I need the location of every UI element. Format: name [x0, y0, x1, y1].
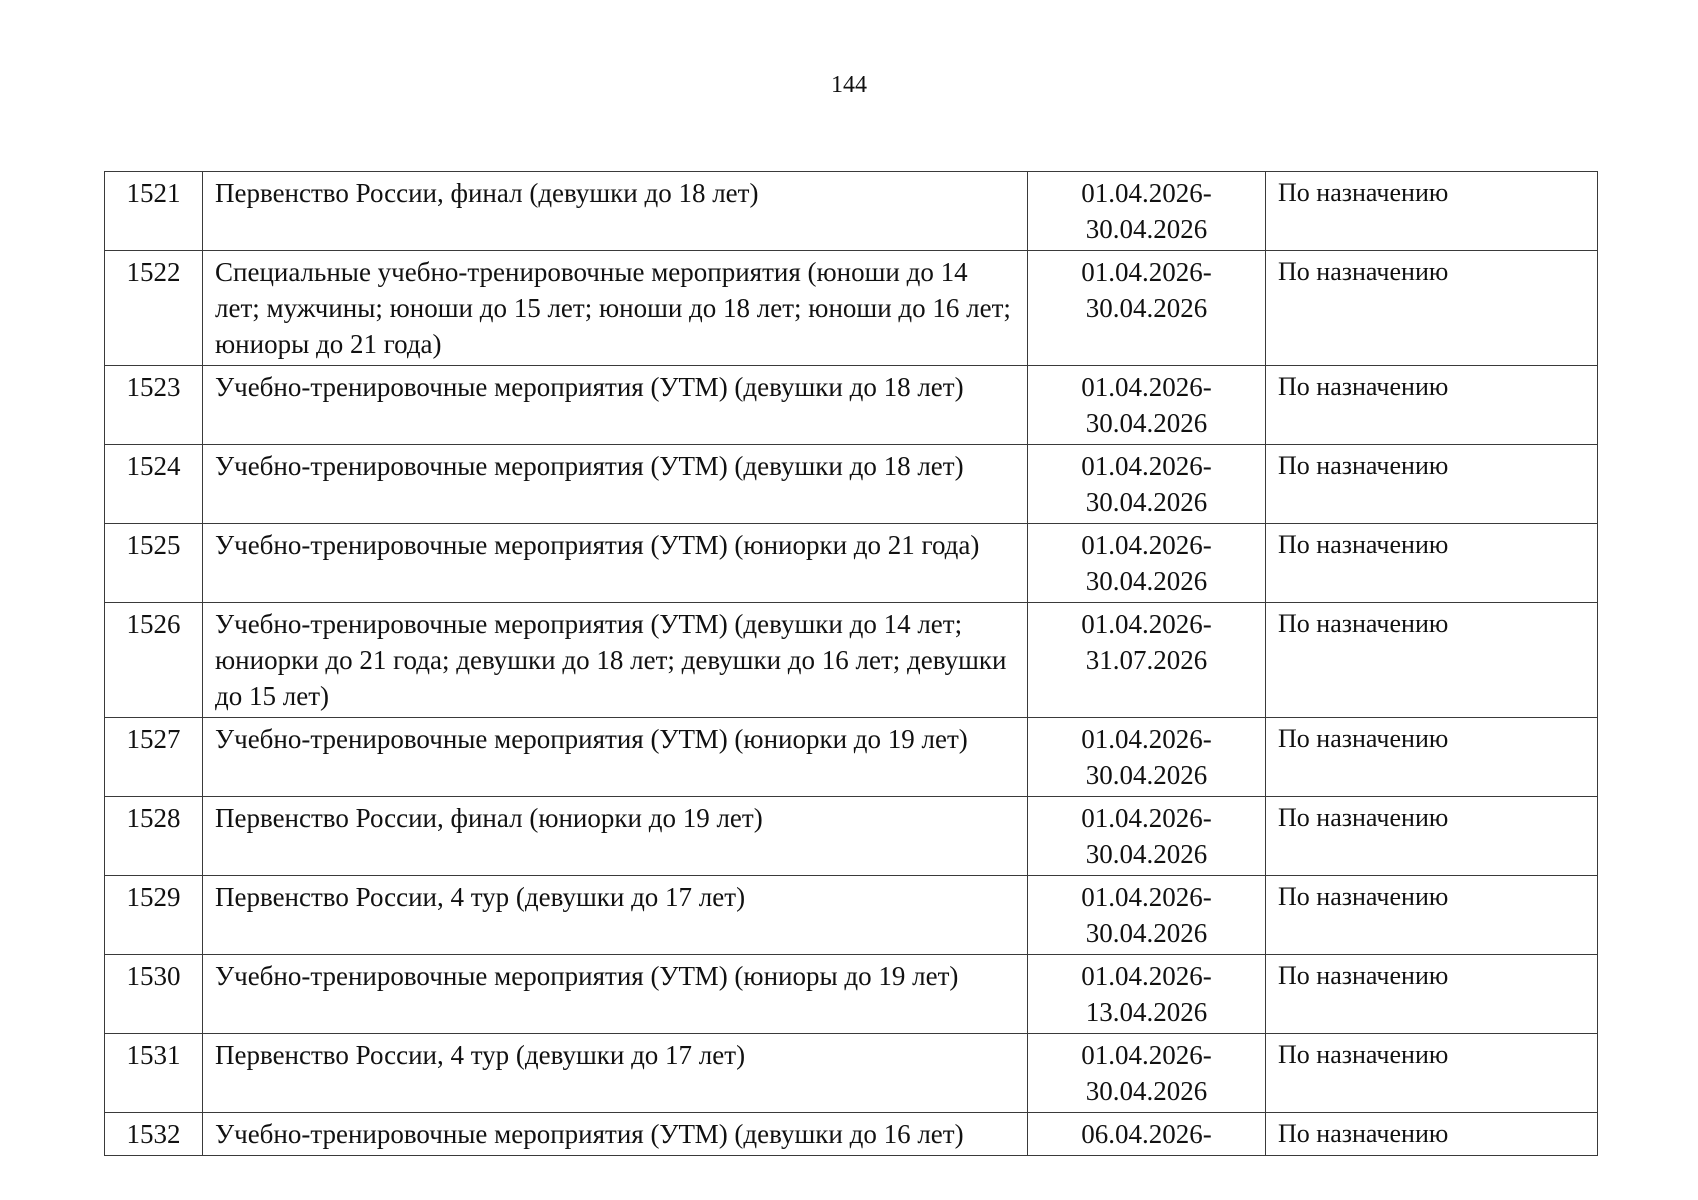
table-row	[105, 524, 1598, 603]
event-place: По назначению	[1266, 1034, 1598, 1113]
row-number: 1530	[105, 955, 203, 1034]
event-dates: 01.04.2026-30.04.2026	[1028, 876, 1266, 955]
row-number: 1524	[105, 445, 203, 524]
event-dates: 06.04.2026-	[1028, 1113, 1266, 1156]
event-place: По назначению	[1266, 797, 1598, 876]
table-row	[105, 172, 1598, 251]
event-place: По назначению	[1266, 251, 1598, 366]
table-row	[105, 445, 1598, 524]
row-number: 1521	[105, 172, 203, 251]
row-number: 1528	[105, 797, 203, 876]
event-name: Учебно-тренировочные мероприятия (УТМ) (девушки до 18 лет)	[203, 445, 1028, 524]
table-row	[105, 876, 1598, 955]
event-place: По назначению	[1266, 172, 1598, 251]
event-name: Учебно-тренировочные мероприятия (УТМ) (юниорки до 21 года)	[203, 524, 1028, 603]
event-dates: 01.04.2026-30.04.2026	[1028, 172, 1266, 251]
table-row	[105, 1113, 1598, 1156]
event-name: Учебно-тренировочные мероприятия (УТМ) (девушки до 16 лет)	[203, 1113, 1028, 1156]
event-name: Специальные учебно-тренировочные мероприятия (юноши до 14 лет; мужчины; юноши до 15 лет; юноши до 18 лет; юноши до 16 лет; юниоры до 21 года)	[203, 251, 1028, 366]
row-number: 1526	[105, 603, 203, 718]
table-row	[105, 1034, 1598, 1113]
event-dates: 01.04.2026-30.04.2026	[1028, 797, 1266, 876]
event-name: Учебно-тренировочные мероприятия (УТМ) (девушки до 18 лет)	[203, 366, 1028, 445]
event-name: Учебно-тренировочные мероприятия (УТМ) (юниорки до 19 лет)	[203, 718, 1028, 797]
event-dates: 01.04.2026-30.04.2026	[1028, 1034, 1266, 1113]
event-place: По назначению	[1266, 955, 1598, 1034]
event-name: Учебно-тренировочные мероприятия (УТМ) (девушки до 14 лет; юниорки до 21 года; девушки до 18 лет; девушки до 16 лет; девушки до 15 лет)	[203, 603, 1028, 718]
row-number: 1523	[105, 366, 203, 445]
event-place: По назначению	[1266, 876, 1598, 955]
event-dates: 01.04.2026-30.04.2026	[1028, 445, 1266, 524]
event-dates: 01.04.2026-30.04.2026	[1028, 366, 1266, 445]
row-number: 1531	[105, 1034, 203, 1113]
table-row	[105, 603, 1598, 718]
events-table	[104, 171, 1598, 1156]
event-name: Первенство России, 4 тур (девушки до 17 лет)	[203, 1034, 1028, 1113]
event-place: По назначению	[1266, 718, 1598, 797]
event-dates: 01.04.2026-30.04.2026	[1028, 251, 1266, 366]
row-number: 1525	[105, 524, 203, 603]
event-dates: 01.04.2026-31.07.2026	[1028, 603, 1266, 718]
event-dates: 01.04.2026-30.04.2026	[1028, 524, 1266, 603]
event-name: Первенство России, 4 тур (девушки до 17 лет)	[203, 876, 1028, 955]
row-number: 1529	[105, 876, 203, 955]
event-name: Первенство России, финал (юниорки до 19 лет)	[203, 797, 1028, 876]
event-name: Учебно-тренировочные мероприятия (УТМ) (юниоры до 19 лет)	[203, 955, 1028, 1034]
table-row	[105, 366, 1598, 445]
row-number: 1532	[105, 1113, 203, 1156]
row-number: 1527	[105, 718, 203, 797]
event-dates: 01.04.2026-30.04.2026	[1028, 718, 1266, 797]
event-name: Первенство России, финал (девушки до 18 лет)	[203, 172, 1028, 251]
table-row	[105, 251, 1598, 366]
table-row	[105, 718, 1598, 797]
event-dates: 01.04.2026-13.04.2026	[1028, 955, 1266, 1034]
table-row	[105, 955, 1598, 1034]
event-place: По назначению	[1266, 1113, 1598, 1156]
event-place: По назначению	[1266, 445, 1598, 524]
event-place: По назначению	[1266, 603, 1598, 718]
row-number: 1522	[105, 251, 203, 366]
page-number: 144	[831, 72, 867, 98]
table-row	[105, 797, 1598, 876]
event-place: По назначению	[1266, 366, 1598, 445]
event-place: По назначению	[1266, 524, 1598, 603]
